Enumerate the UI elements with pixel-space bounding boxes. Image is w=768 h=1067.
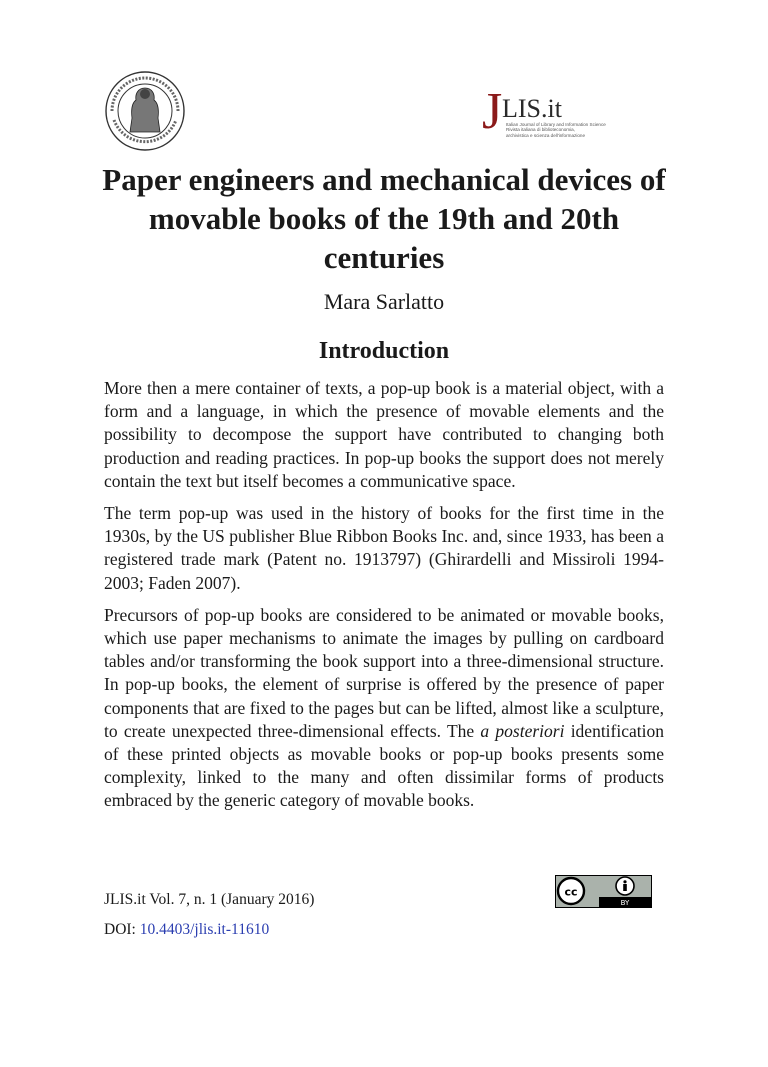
paragraph-3-emphasis: a posteriori — [480, 720, 565, 741]
university-seal-logo — [104, 70, 186, 152]
paper-author: Mara Sarlatto — [323, 289, 445, 314]
journal-citation: JLIS.it Vol. 7, n. 1 (January 2016) — [104, 891, 315, 908]
doi-label: DOI: — [104, 921, 140, 938]
paper-title: Paper engineers and mechanical devices of movable books of the 19th and 20th centuries — [102, 162, 666, 275]
journal-logo-name: LIS.it — [502, 94, 562, 123]
journal-logo-subtitle: Italian Journal of Library and Information Science Rivista italiana di biblioteconomia, archivistica e scienza dell'informazione — [506, 122, 606, 138]
doi-line — [104, 920, 269, 940]
paragraph-3-part-a: Precursors of pop-up books are considered to be animated or movable books, which use paper mechanisms to animate the images by pulling on cardboard tables and/or transforming the book support into a three-dimensional structure. In pop-up books, the element of surprise is offered by the presence of paper components that are fixed to the pages but can be lifted, almost like a sculpture, to create unexpected three-dimensional effects. The — [104, 604, 664, 741]
svg-text:cc: cc — [564, 885, 578, 899]
paragraph-3 — [104, 604, 664, 1067]
journal-logo — [482, 83, 642, 144]
paragraph-2: The term pop-up was used in the history of books for the first time in the 1930s, by the US publisher Blue Ribbon Books Inc. and, since 1933, has been a registered trade mark (Patent no. 1913797) (Ghirardelli and Missiroli 1994-2003; Faden 2007). — [104, 503, 664, 593]
doi-link[interactable]: 10.4403/jlis.it-11610 — [139, 921, 270, 938]
svg-text:BY: BY — [620, 899, 630, 907]
article-body — [104, 377, 664, 1067]
section-heading: Introduction — [318, 338, 450, 364]
paragraph-3-part-b: identification of these printed objects as movable books or pop-up books presents some complexity, linked to the many and often dissimilar forms of products embraced by the generic category of movable books. — [104, 720, 664, 811]
cc-by-badge-icon[interactable] — [555, 875, 652, 908]
journal-logo-initial: J — [482, 83, 503, 140]
paragraph-1: More then a mere container of texts, a pop-up book is a material object, with a form and a language, in which the presence of movable elements and the possibility to decompose the support have contributed to changing both production and reading practices. In pop-up books the support does not merely contain the text but itself becomes a communicative space. — [104, 378, 664, 491]
